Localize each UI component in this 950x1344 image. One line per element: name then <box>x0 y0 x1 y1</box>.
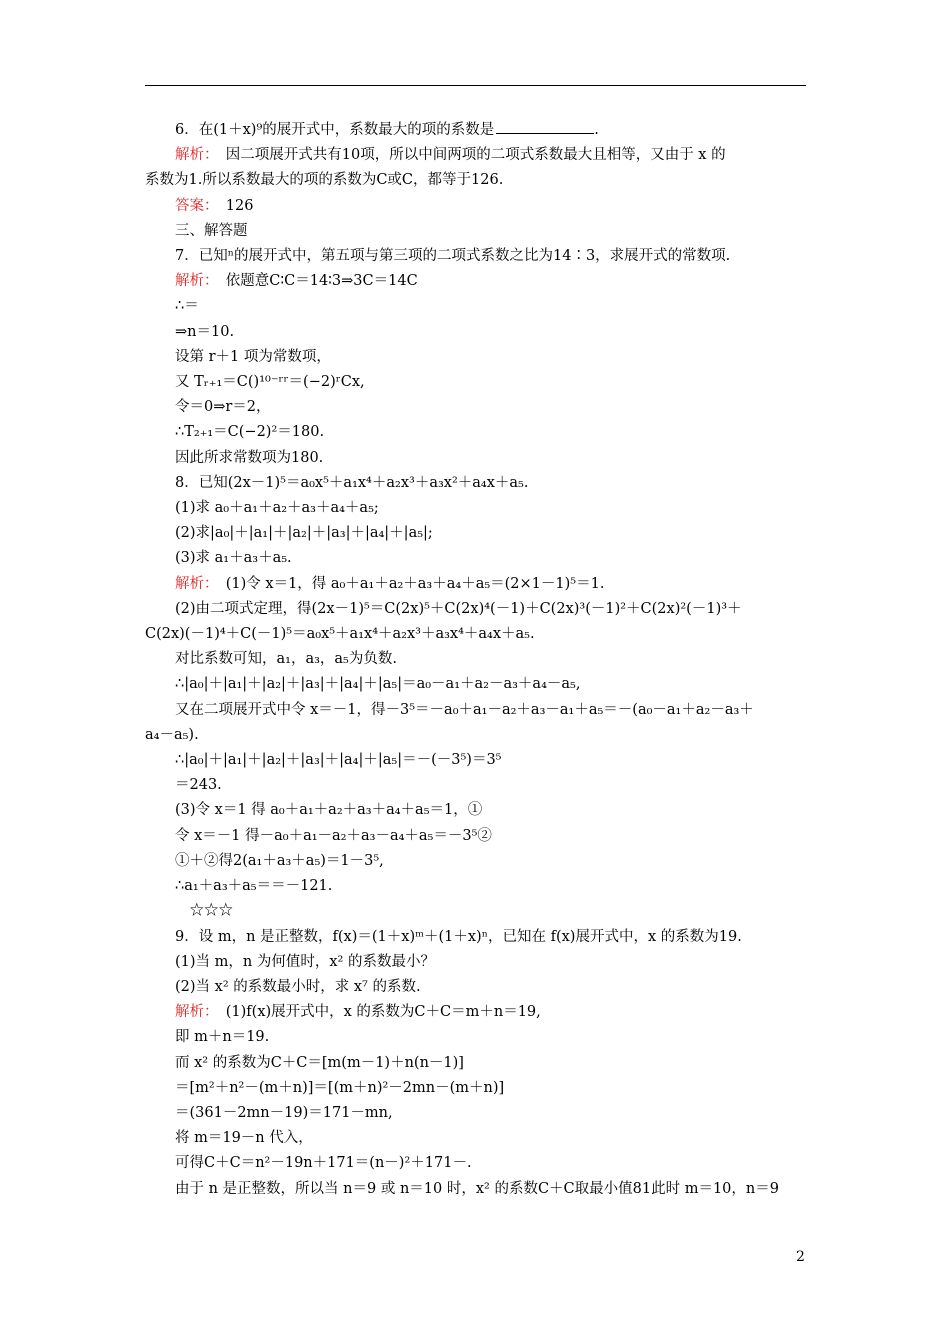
q9-step: 可得C＋C＝n²－19n＋171＝(n－)²＋171－. <box>175 1155 472 1172</box>
q7-question: 7．已知ⁿ的展开式中，第五项与第三项的二项式系数之比为14∶3，求展开式的常数项. <box>175 248 731 265</box>
page-number: 2 <box>796 1249 805 1265</box>
q9-solution-line: 解析： (1)f(x)展开式中，x 的系数为C＋C＝m＋n＝19, <box>175 1004 541 1021</box>
q8-step: (3)令 x＝1 得 a₀＋a₁＋a₂＋a₃＋a₄＋a₅＝1，① <box>175 802 483 819</box>
answer-label: 答案： <box>175 197 212 214</box>
jiexi-label: 解析： <box>175 147 212 164</box>
q9-step: 而 x² 的系数为C＋C＝[m(m－1)＋n(n－1)] <box>175 1054 464 1071</box>
q6-answer-line: 答案： 126 <box>175 197 254 214</box>
q9-part: (1)当 m，n 为何值时，x² 的系数最小？ <box>175 953 435 970</box>
q8-step: ∴|a₀|＋|a₁|＋|a₂|＋|a₃|＋|a₄|＋|a₅|＝a₀－a₁＋a₂－a₃＋a₄－a₅, <box>175 676 581 693</box>
q7-step: 设第 r＋1 项为常数项， <box>175 348 331 365</box>
jiexi-label: 解析： <box>175 273 212 290</box>
q8-question: 8．已知(2x－1)⁵＝a₀x⁵＋a₁x⁴＋a₂x³＋a₃x²＋a₄x＋a₅. <box>175 474 529 491</box>
answer-blank <box>496 119 594 134</box>
stars-divider: ☆☆☆ <box>175 903 233 920</box>
q8-part: (3)求 a₁＋a₃＋a₅. <box>175 550 292 567</box>
q6-solution-line: 系数为1.所以系数最大的项的系数为C或C，都等于126. <box>145 172 504 189</box>
q8-step: ①＋②得2(a₁＋a₃＋a₅)＝1－3⁵, <box>175 852 384 869</box>
q9-step: 将 m＝19－n 代入， <box>175 1130 313 1147</box>
q8-step: ∴|a₀|＋|a₁|＋|a₂|＋|a₃|＋|a₄|＋|a₅|＝－(－3⁵)＝3⁵ <box>175 752 502 769</box>
jiexi-label: 解析： <box>175 1004 212 1021</box>
jiexi-label: 解析： <box>175 575 212 592</box>
q9-step: ＝(361－2mn－19)＝171－mn, <box>175 1104 393 1121</box>
q7-step: ∴＝ <box>175 298 199 315</box>
q9-part: (2)当 x² 的系数最小时，求 x⁷ 的系数. <box>175 978 421 995</box>
q7-step: 又 Tᵣ₊₁＝C()¹⁰⁻ʳʳ＝(−2)ʳCx, <box>175 374 365 391</box>
q8-part: (1)求 a₀＋a₁＋a₂＋a₃＋a₄＋a₅; <box>175 500 379 517</box>
section-heading: 三、解答题 <box>175 222 248 239</box>
q7-step: ∴T₂₊₁＝C(−2)²＝180. <box>175 424 325 441</box>
q9-step: ＝[m²＋n²－(m＋n)]＝[(m＋n)²－2mn－(m＋n)] <box>175 1079 505 1096</box>
q9-question: 9．设 m，n 是正整数，f(x)＝(1＋x)ᵐ＋(1＋x)ⁿ，已知在 f(x)展开式中，x 的系数为19. <box>175 928 742 945</box>
q7-step: 令＝0⇒r＝2， <box>175 399 271 416</box>
q6-solution-line: 解析： 因二项展开式共有10项，所以中间两项的二项式系数最大且相等，又由于 x 的 <box>175 147 726 164</box>
q9-step: 由于 n 是正整数，所以当 n＝9 或 n＝10 时，x² 的系数C＋C取最小值81此时 m＝10，n＝9 <box>175 1180 779 1197</box>
q8-step: ＝243. <box>175 777 222 794</box>
q9-step: 即 m＋n＝19. <box>175 1029 270 1046</box>
q7-step: ⇒n＝10. <box>175 323 235 340</box>
q8-solution-line: 解析： (1)令 x＝1，得 a₀＋a₁＋a₂＋a₃＋a₄＋a₅＝(2×1－1)⁵＝1. <box>175 575 605 592</box>
q8-step: ∴a₁＋a₃＋a₅＝＝－121. <box>175 878 333 895</box>
q7-solution-line: 解析： 依题意C∶C＝14∶3⇒3C＝14C <box>175 273 418 290</box>
q8-step: C(2x)(－1)⁴＋C(－1)⁵＝a₀x⁵＋a₁x⁴＋a₂x³＋a₃x⁴＋a₄x＋a₅. <box>145 626 535 643</box>
q6-question: 6．在(1＋x)⁹的展开式中，系数最大的项的系数是 . <box>145 118 807 143</box>
q8-step: 令 x＝－1 得－a₀＋a₁－a₂＋a₃－a₄＋a₅＝－3⁵② <box>175 827 492 844</box>
q8-step: (2)由二项式定理，得(2x－1)⁵＝C(2x)⁵＋C(2x)⁴(－1)＋C(2x)³(－1)²＋C(2x)²(－1)³＋ <box>175 600 742 617</box>
document-body <box>145 118 807 1202</box>
header-rule <box>145 85 806 86</box>
q8-step: 又在二项展开式中令 x＝－1，得－3⁵＝－a₀＋a₁－a₂＋a₃－a₁＋a₅＝－(a₀－a₁＋a₂－a₃＋ <box>175 701 754 718</box>
q8-step: 对比系数可知，a₁，a₃，a₅为负数. <box>175 651 397 668</box>
q7-step: 因此所求常数项为180. <box>175 449 324 466</box>
q8-step: a₄－a₅). <box>145 726 199 743</box>
q8-part: (2)求|a₀|＋|a₁|＋|a₂|＋|a₃|＋|a₄|＋|a₅|; <box>175 525 433 542</box>
